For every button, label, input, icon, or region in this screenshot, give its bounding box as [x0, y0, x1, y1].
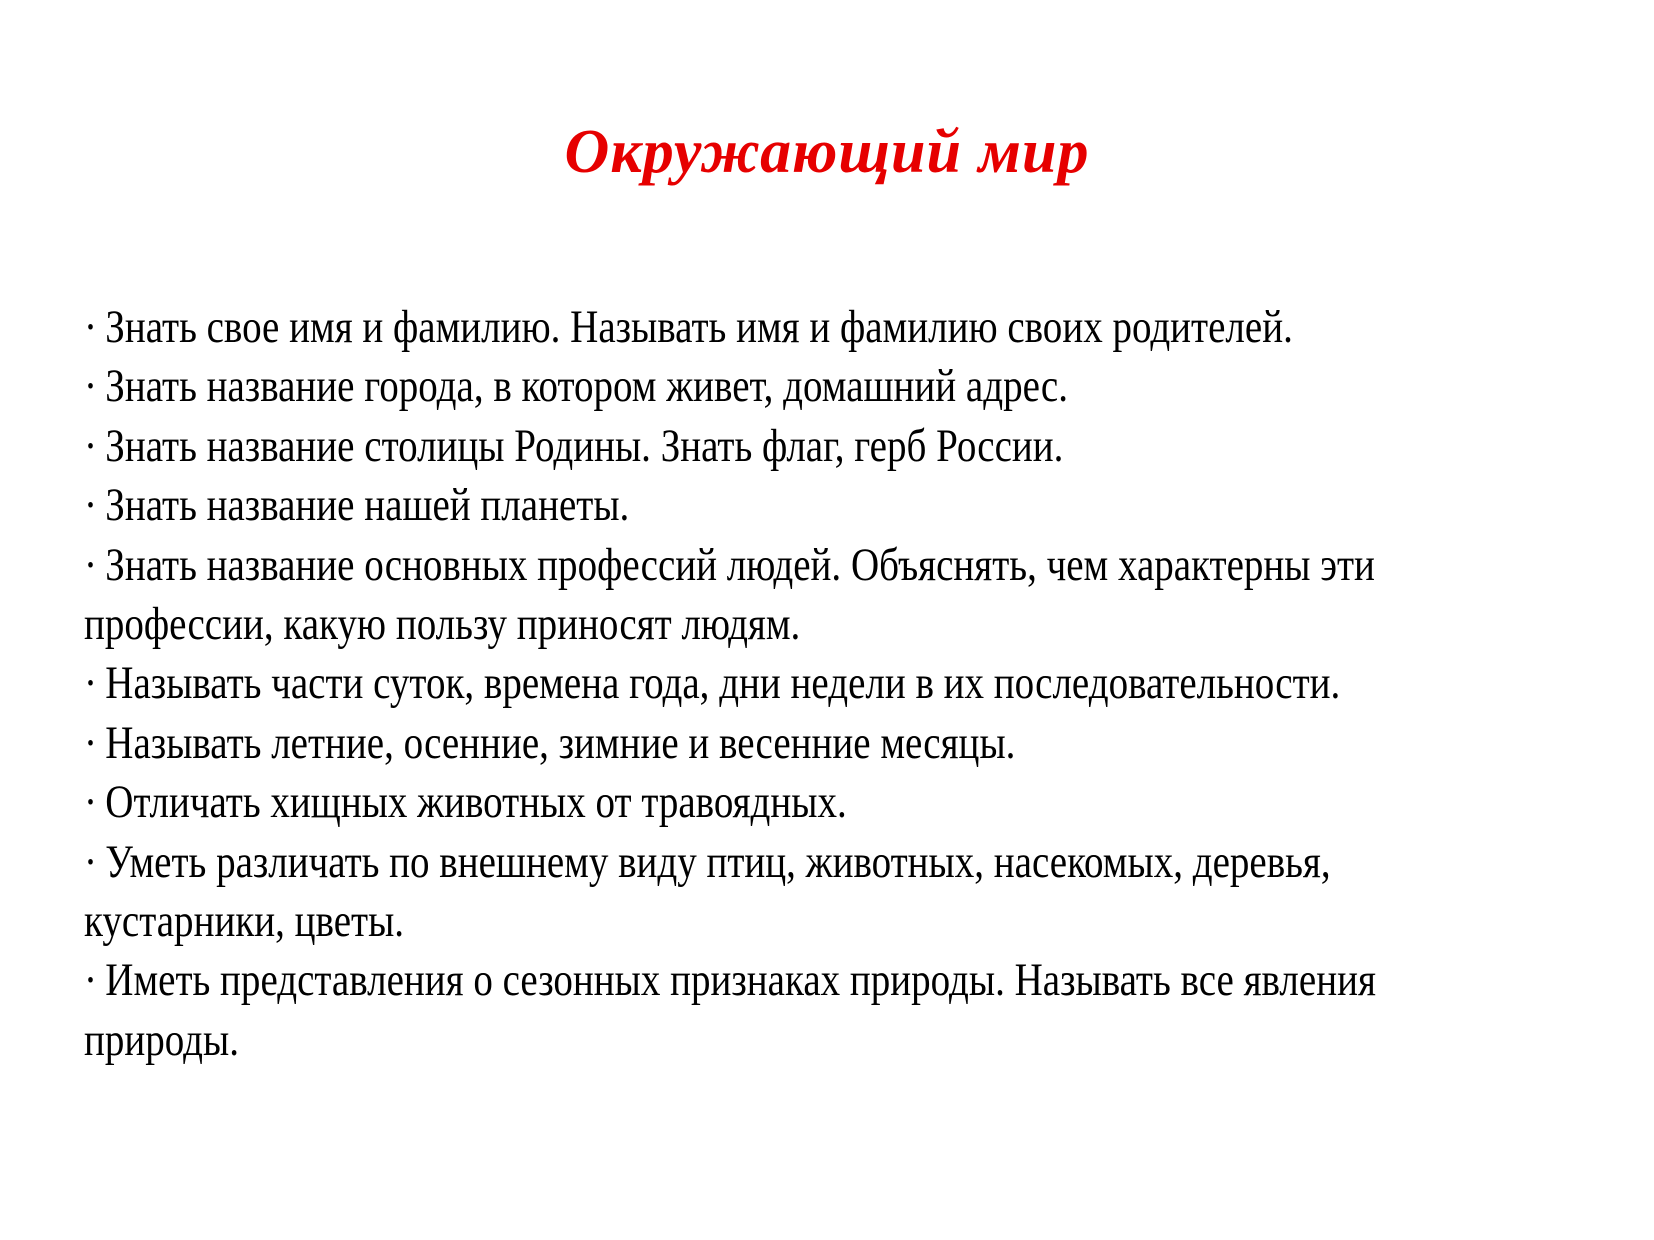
list-item: [84, 476, 1379, 535]
list-item: [84, 654, 1379, 713]
list-item: [84, 714, 1379, 773]
bullet-dot-icon: ·: [84, 657, 97, 710]
list-item: [84, 298, 1379, 357]
list-item-text: Знать название нашей планеты.: [105, 479, 630, 532]
list-item-text: Знать название столицы Родины. Знать флаг, герб России.: [105, 419, 1064, 472]
bullet-dot-icon: ·: [84, 419, 97, 472]
bullet-dot-icon: ·: [84, 479, 97, 532]
list-item-continuation: [84, 1011, 1379, 1070]
list-item: [84, 357, 1379, 416]
list-item-text: Иметь представления о сезонных признаках природы. Называть все явления: [105, 954, 1376, 1007]
list-item-text: Называть летние, осенние, зимние и весенние месяцы.: [105, 716, 1016, 769]
list-item: [84, 417, 1379, 476]
list-item: [84, 773, 1379, 832]
list-item-text: Знать свое имя и фамилию. Называть имя и фамилию своих родителей.: [105, 301, 1293, 353]
list-item-continuation: [84, 892, 1379, 951]
bullet-dot-icon: ·: [84, 538, 97, 591]
list-item-text: Отличать хищных животных от травоядных.: [105, 776, 847, 829]
bullet-dot-icon: ·: [84, 360, 97, 413]
list-item: [84, 833, 1379, 892]
list-item-text: Называть части суток, времена года, дни недели в их последовательности.: [105, 657, 1341, 710]
bullet-dot-icon: ·: [84, 776, 97, 829]
list-item: [84, 951, 1379, 1010]
list-item: [84, 536, 1379, 595]
list-item-text: профессии, какую пользу приносят людям.: [84, 597, 801, 650]
bullet-dot-icon: ·: [84, 716, 97, 769]
list-item-text: Знать название основных профессий людей. Объяснять, чем характерны эти: [105, 538, 1375, 591]
bullet-dot-icon: ·: [84, 954, 97, 1007]
list-item-text: Знать название города, в котором живет, домашний адрес.: [105, 360, 1068, 413]
list-item-continuation: [84, 595, 1379, 654]
bullet-dot-icon: ·: [84, 301, 97, 353]
bullet-dot-icon: ·: [84, 835, 97, 888]
slide-title: Окружающий мир: [564, 118, 1090, 186]
list-item-text: кустарники, цветы.: [84, 894, 405, 947]
list-item-text: природы.: [84, 1013, 239, 1066]
list-item-text: Уметь различать по внешнему виду птиц, животных, насекомых, деревья,: [105, 835, 1331, 888]
requirements-list: [84, 298, 1644, 1070]
